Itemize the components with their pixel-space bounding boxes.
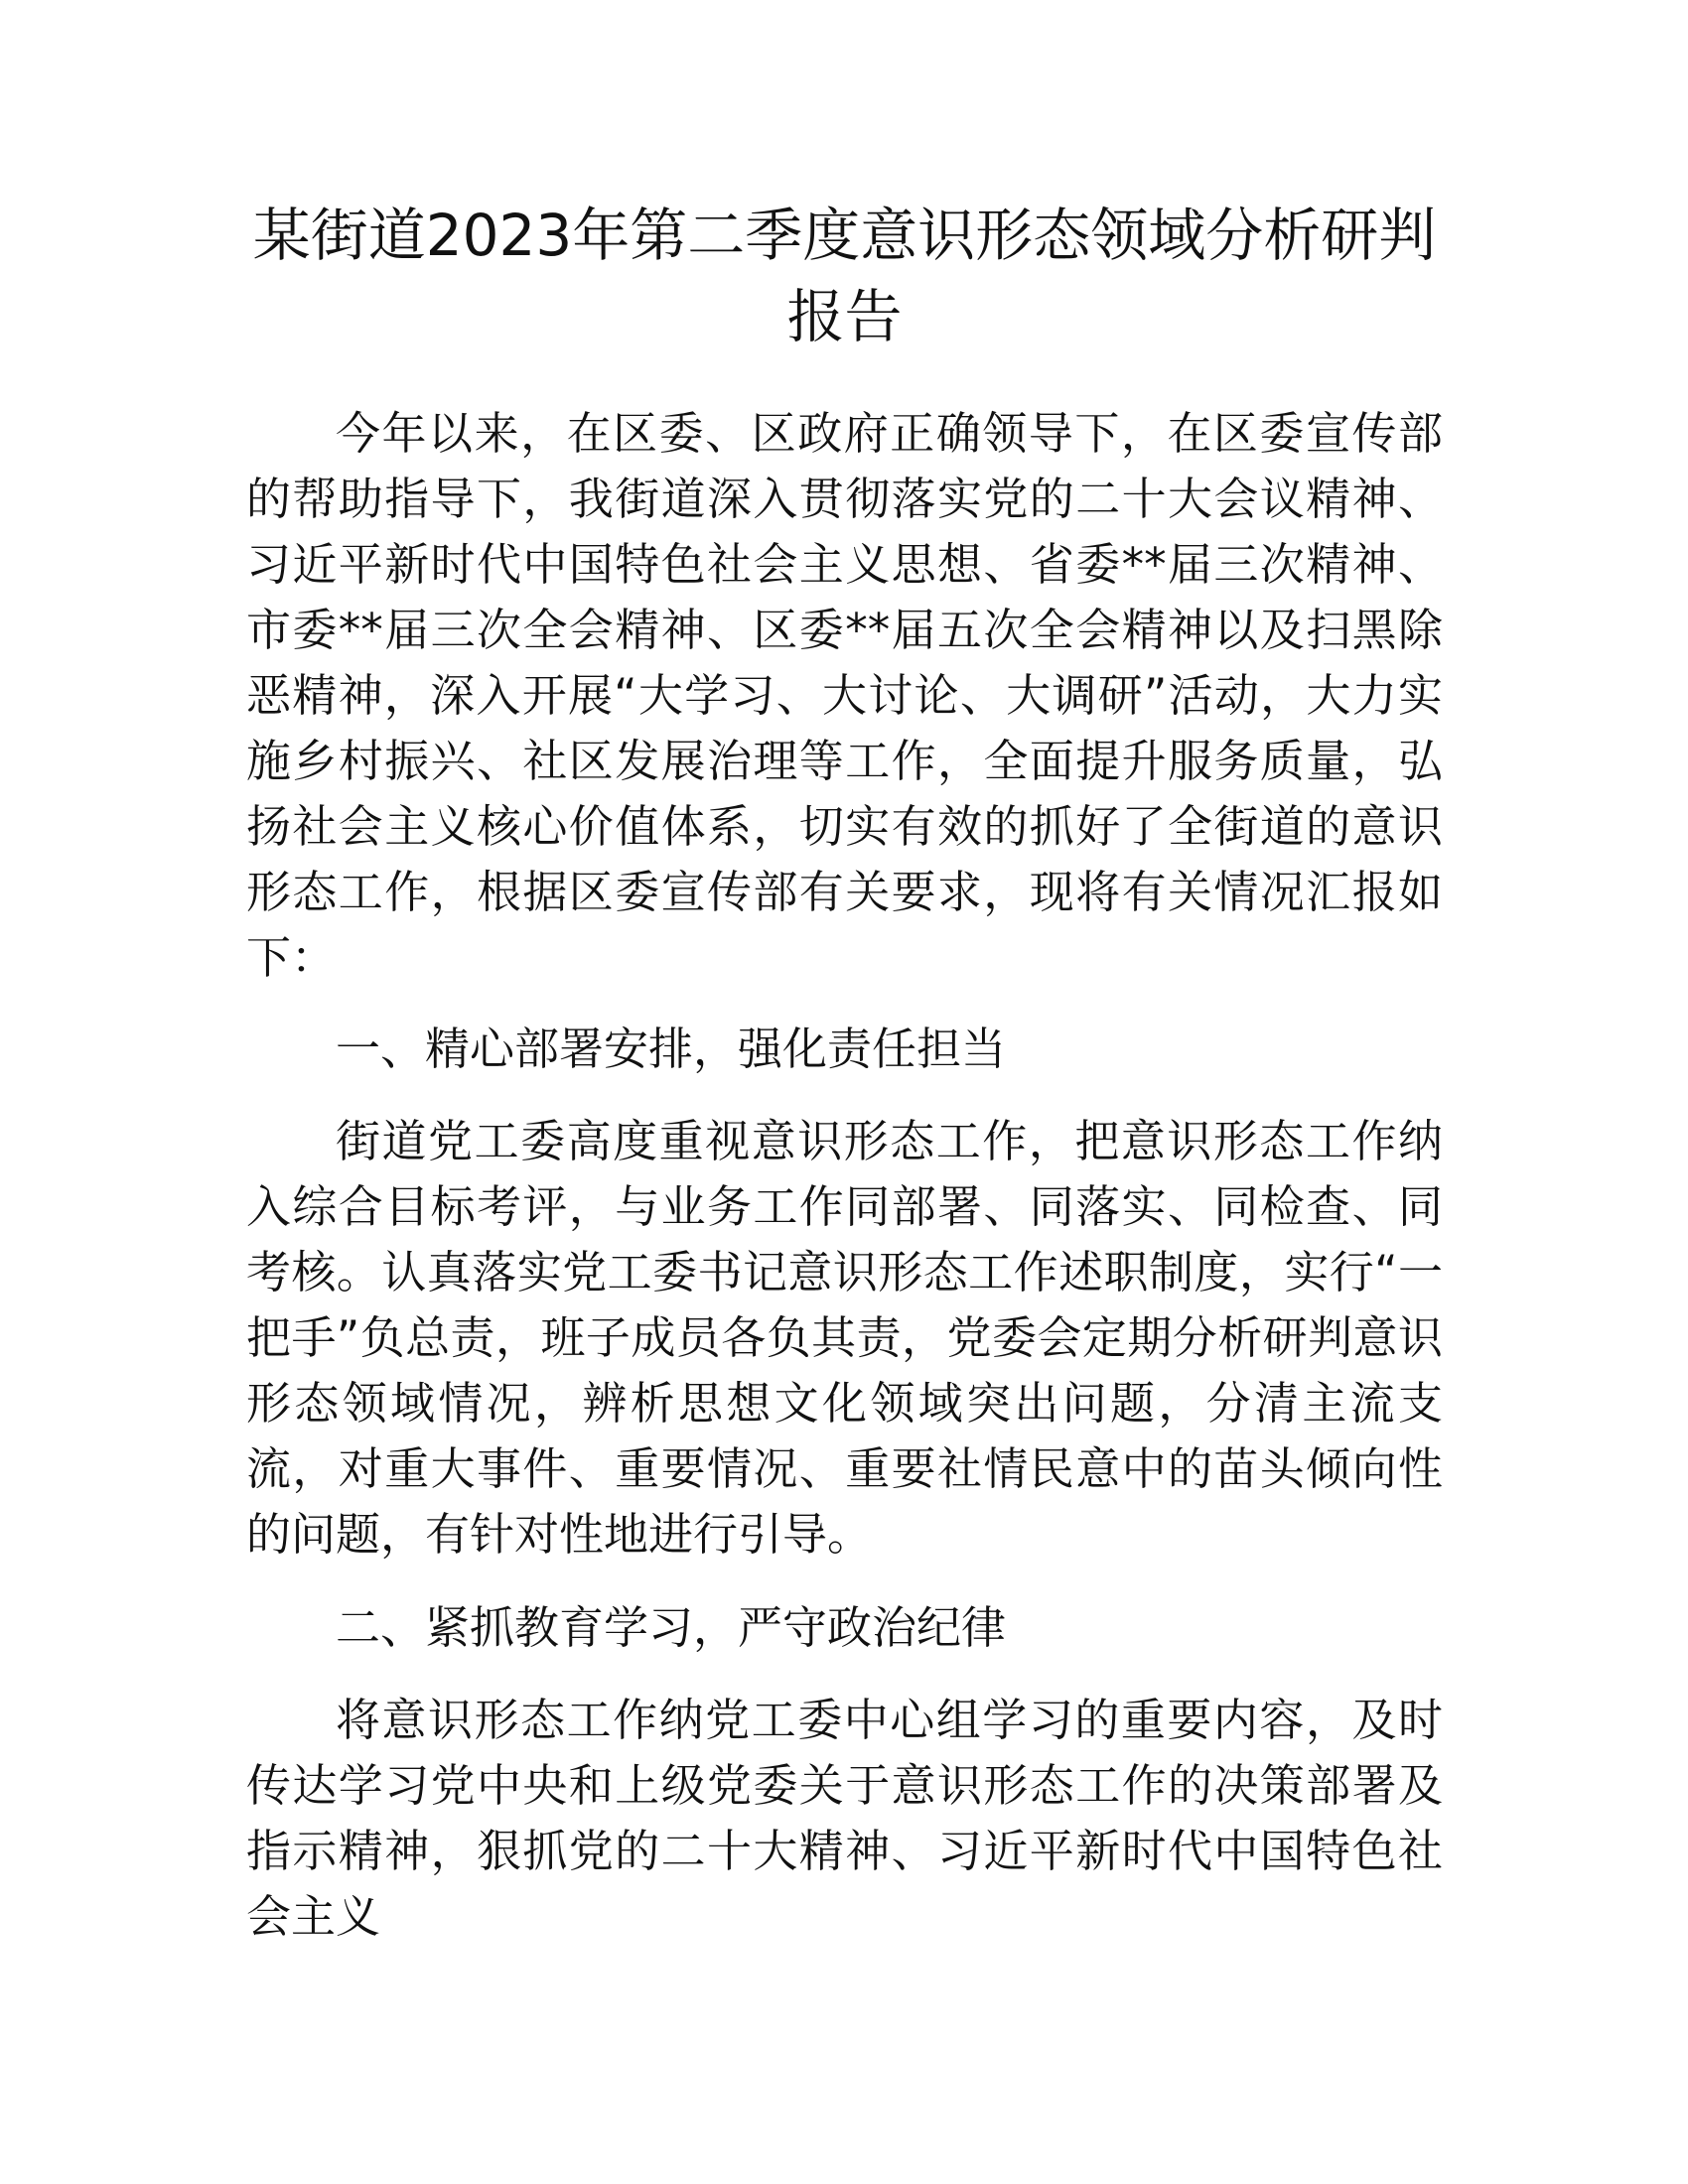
intro-paragraph: 今年以来，在区委、区政府正确领导下，在区委宣传部的帮助指导下，我街道深入贯彻落实党的二十大会议精神、习近平新时代中国特色社会主义思想、省委**届三次精神、市委**届三次全会精神、区委**届五次全会精神以及扫黑除恶精神，深入开展“大学习、大讨论、大调研”活动，大力实施乡村振兴、社区发展治理等工作，全面提升服务质量，弘扬社会主义核心价值体系，切实有效的抓好了全街道的意识形态工作，根据区委宣传部有关要求，现将有关情况汇报如下： bbox=[246, 407, 1443, 984]
section-2-paragraph: 将意识形态工作纳党工委中心组学习的重要内容，及时传达学习党中央和上级党委关于意识形态工作的决策部署及指示精神，狠抓党的二十大精神、习近平新时代中国特色社会主义 bbox=[246, 1694, 1443, 1943]
section-2-heading: 二、紧抓教育学习，严守政治纪律 bbox=[336, 1601, 1007, 1654]
section-1-heading: 一、精心部署安排，强化责任担当 bbox=[336, 1023, 1007, 1075]
document-title-line-1: 某街道2023年第二季度意识形态领域分析研判 bbox=[252, 202, 1437, 269]
document-title bbox=[246, 195, 1443, 357]
document-title-line-2: 报告 bbox=[786, 283, 903, 350]
document-content bbox=[246, 195, 1443, 1950]
section-1-paragraph: 街道党工委高度重视意识形态工作，把意识形态工作纳入综合目标考评，与业务工作同部署、同落实、同检查、同考核。认真落实党工委书记意识形态工作述职制度，实行“一把手”负总责，班子成员各负其责，党委会定期分析研判意识形态领域情况，辨析思想文化领域突出问题，分清主流支流，对重大事件、重要情况、重要社情民意中的苗头倾向性的问题，有针对性地进行引导。 bbox=[246, 1115, 1443, 1561]
